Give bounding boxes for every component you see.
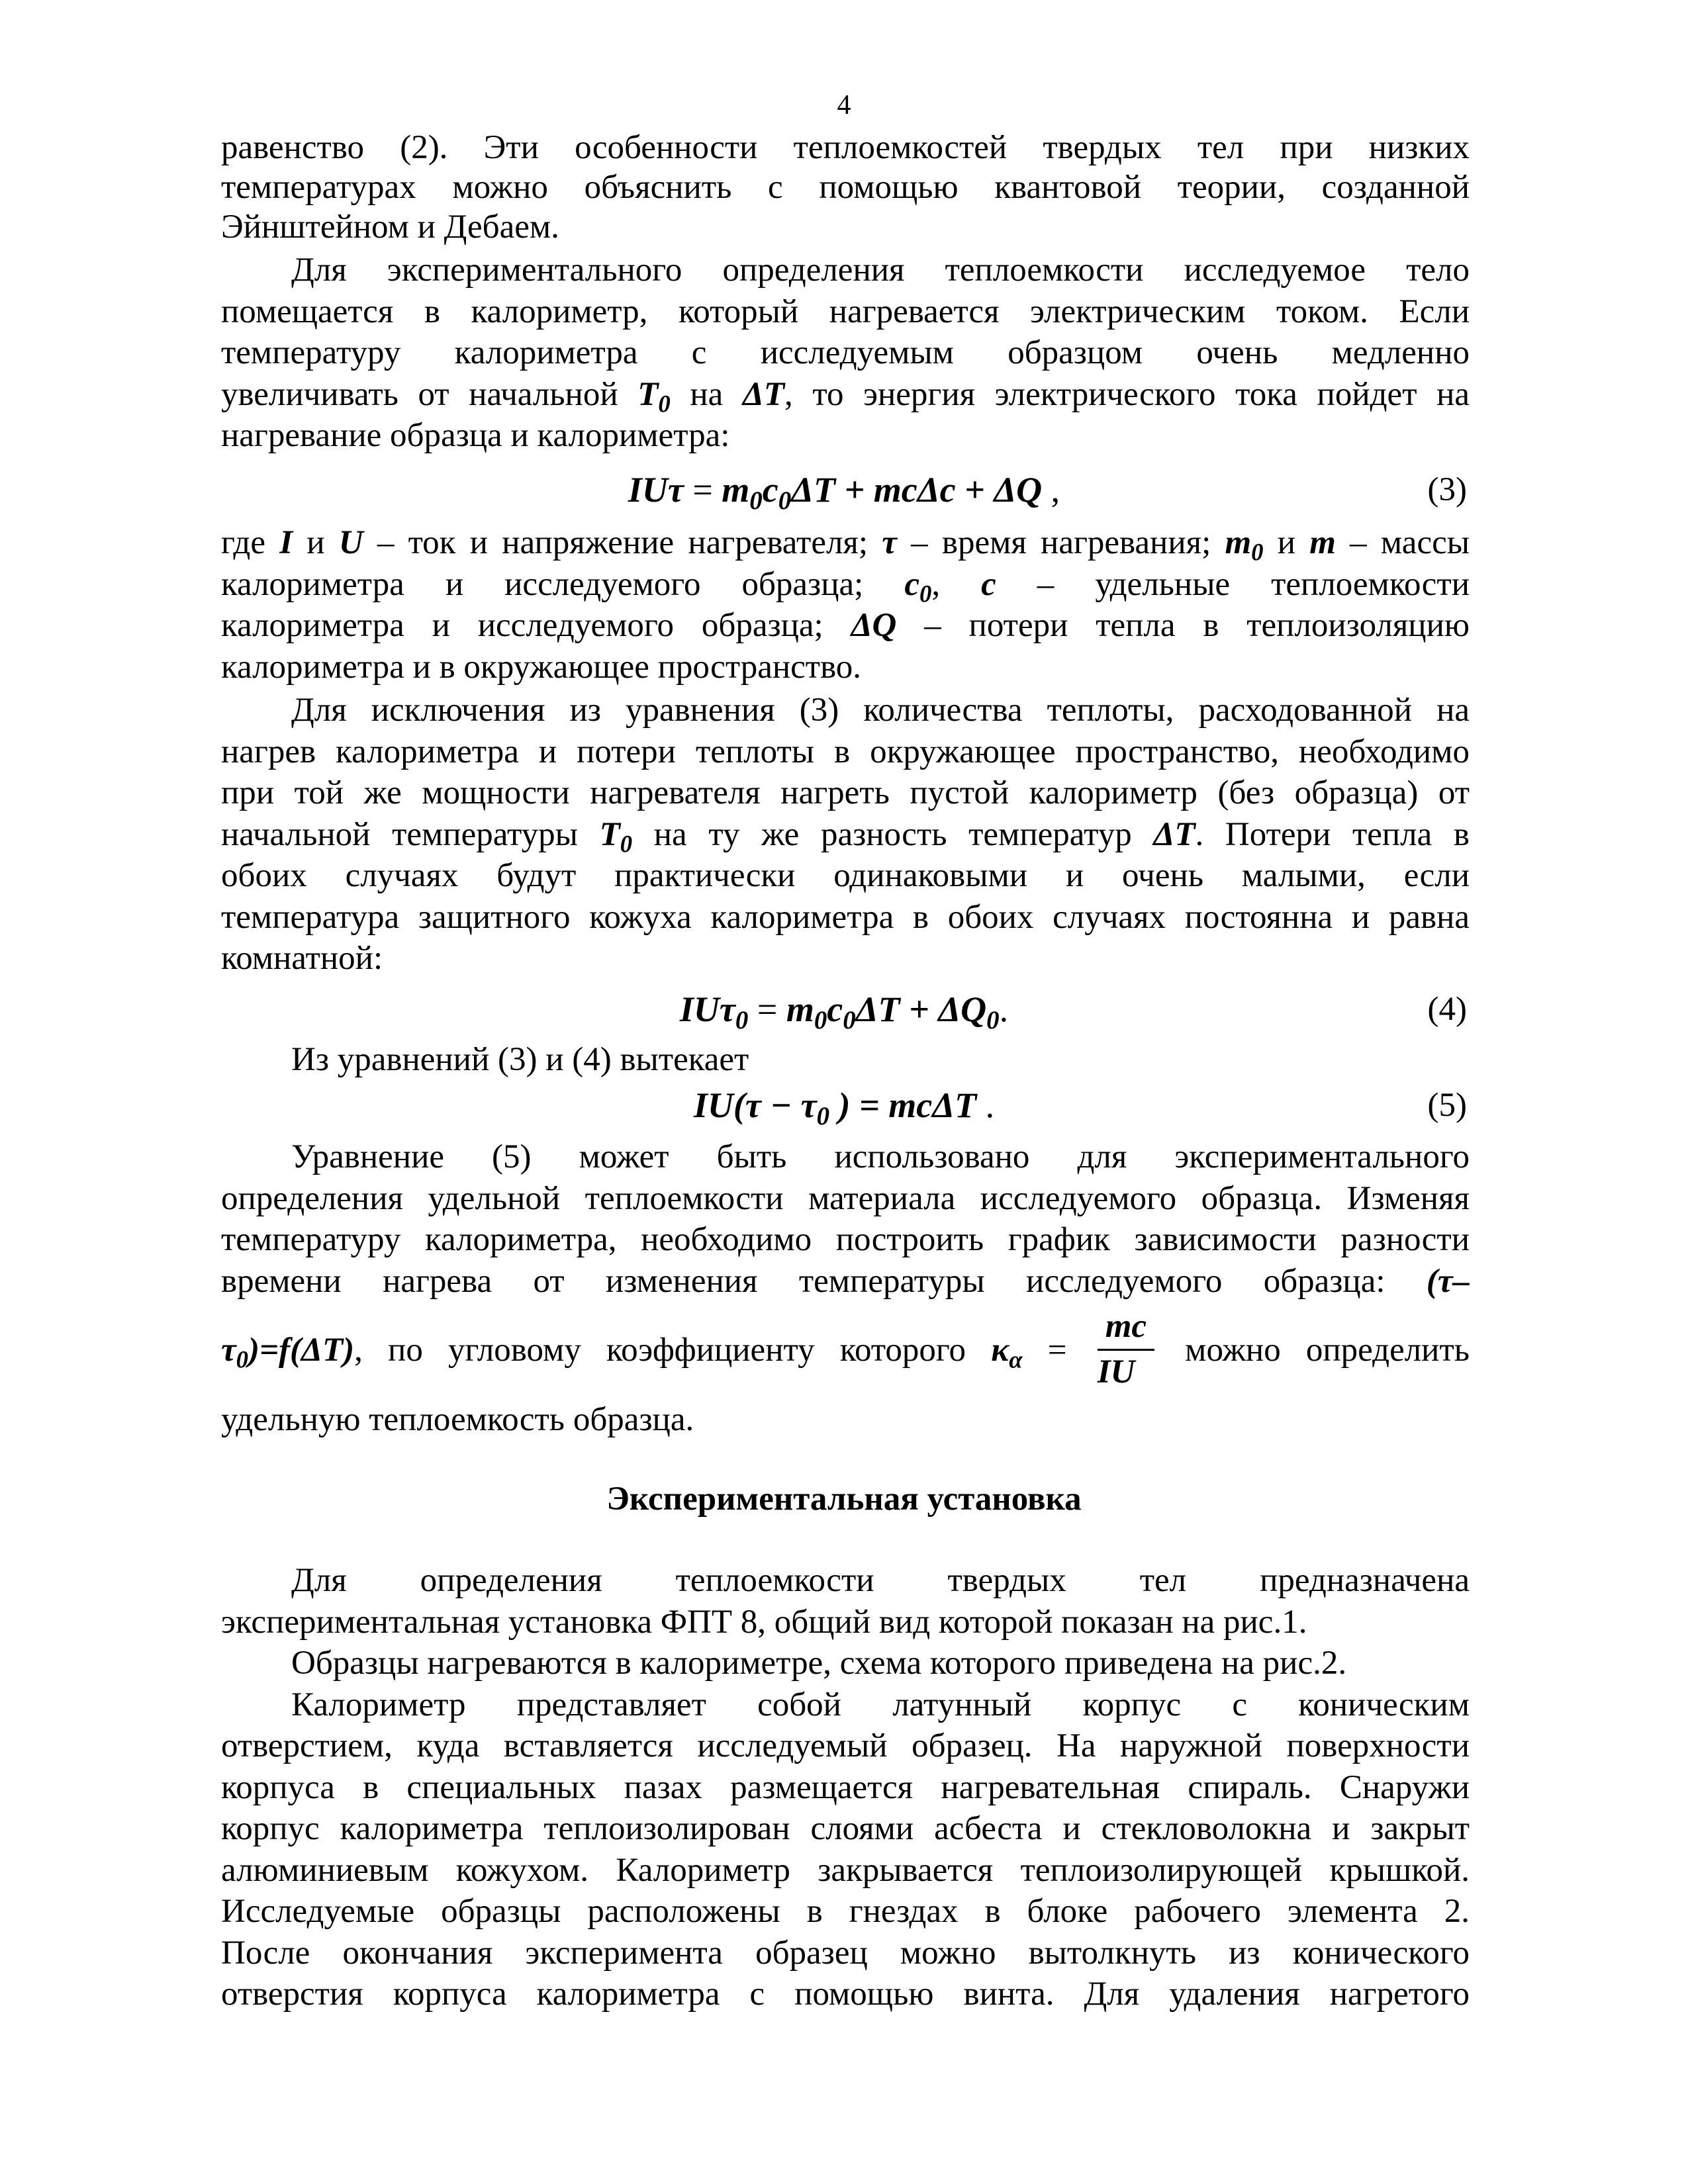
text-line: температуру калориметра с исследуемым образцом очень медленно	[221, 334, 1470, 371]
text-line: температуру калориметра, необходимо построить график зависимости разности	[221, 1221, 1470, 1258]
text-line: Уравнение (5) может быть использовано для экспериментального	[291, 1138, 1470, 1175]
equation-number: (4)	[1427, 991, 1467, 1028]
slope-fraction: $\frac{mc}{IU}$	[1098, 1308, 1154, 1390]
equation-number: (5)	[1427, 1087, 1467, 1124]
text-line: комнатной:	[221, 940, 383, 977]
equation-4: $IU\tau_0 = m_0c_0\Delta T + \Delta Q_0$. (4)	[0, 983, 1688, 1036]
text-line: обоих случаях будут практически одинаковыми и очень малыми, если	[221, 857, 1470, 894]
text-line: Образцы нагреваются в калориметре, схема которого приведена на рис.2.	[291, 1645, 1347, 1682]
text-line: увеличивать от начальной $T_0$ на ΔT, то энергия электрического тока пойдет на	[221, 376, 1470, 418]
text-line: удельную теплоемкость образца.	[221, 1401, 694, 1438]
text-line: Из уравнений (3) и (4) вытекает	[291, 1041, 749, 1078]
slope-symbol: $\kappa_\alpha$	[991, 1332, 1023, 1373]
text-line: равенство (2). Эти особенности теплоемкостей твердых тел при низких	[221, 129, 1470, 166]
text-line: помещается в калориметр, который нагревается электрическим током. Если	[221, 293, 1470, 330]
equation-3: $IU\tau = m_0c_0\Delta T + mc\Delta c + \Delta Q$ , (3)	[0, 463, 1688, 516]
text-line: корпус калориметра теплоизолирован слоями асбеста и стекловолокна и закрыт	[221, 1810, 1470, 1847]
text-line: калориметра и исследуемого образца; $c_0$, c – удельные теплоемкости	[221, 566, 1470, 608]
equation-number: (3)	[1427, 471, 1467, 508]
symbol-delta-T: ΔT	[742, 376, 785, 413]
text-line: отверстием, куда вставляется исследуемый образец. На наружной поверхности	[221, 1727, 1470, 1764]
text-line: температурах можно объяснить с помощью квантовой теории, созданной	[221, 169, 1470, 206]
text-line: температура защитного кожуха калориметра в обоих случаях постоянна и равна	[221, 899, 1470, 936]
text-line: калориметра и в окружающее пространство.	[221, 649, 862, 686]
text-line: начальной температуры $T_0$ на ту же разность температур ΔT. Потери тепла в	[221, 816, 1470, 858]
text-line: при той же мощности нагревателя нагреть пустой калориметр (без образца) от	[221, 774, 1470, 811]
text-line: корпуса в специальных пазах размещается нагревательная спираль. Снаружи	[221, 1769, 1470, 1806]
text-line: экспериментальная установка ФПТ 8, общий вид которой показан на рис.1.	[221, 1604, 1307, 1641]
page-number: 4	[837, 90, 851, 120]
symbol-T0: $T_0$	[637, 376, 671, 418]
text-line: нагрев калориметра и потери теплоты в окружающее пространство, необходимо	[221, 733, 1470, 770]
text-line: алюминиевым кожухом. Калориметр закрывается теплоизолирующей крышкой.	[221, 1852, 1470, 1889]
text-line: Для исключения из уравнения (3) количества теплоты, расходованной на	[291, 692, 1470, 729]
text-line: Эйнштейном и Дебаем.	[221, 208, 559, 246]
text-line: времени нагрева от изменения температуры исследуемого образца: (τ–	[221, 1263, 1470, 1300]
text-line: нагревание образца и калориметра:	[221, 417, 730, 454]
text-line: определения удельной теплоемкости материала исследуемого образца. Изменяя	[221, 1180, 1470, 1217]
text-line: отверстия корпуса калориметра с помощью винта. Для удаления нагретого	[221, 1976, 1470, 2013]
text-line: После окончания эксперимента образец можно вытолкнуть из конического	[221, 1934, 1470, 1972]
text-line: Исследуемые образцы расположены в гнездах в блоке рабочего элемента 2.	[221, 1893, 1470, 1930]
text-line: Для определения теплоемкости твердых тел предназначена	[291, 1562, 1470, 1599]
text-line: где I и U – ток и напряжение нагревателя; τ – время нагревания; $m_0$ и m – массы	[221, 524, 1470, 566]
text-line: $\tau_0)=f(\Delta T)$, по угловому коэффициенту которого $\kappa_\alpha$ = $\frac{mc}{IU}$ можно определить	[221, 1308, 1470, 1390]
text-line: Калориметр представляет собой латунный корпус с коническим	[291, 1686, 1470, 1723]
section-heading: Экспериментальная установка	[606, 1480, 1082, 1518]
text-line: Для экспериментального определения теплоемкости исследуемое тело	[291, 251, 1470, 289]
equation-5: $IU(\tau - \tau_0$ ) = mcΔT . (5)	[0, 1079, 1688, 1132]
text-line: калориметра и исследуемого образца; ΔQ – потери тепла в теплоизоляцию	[221, 607, 1470, 644]
